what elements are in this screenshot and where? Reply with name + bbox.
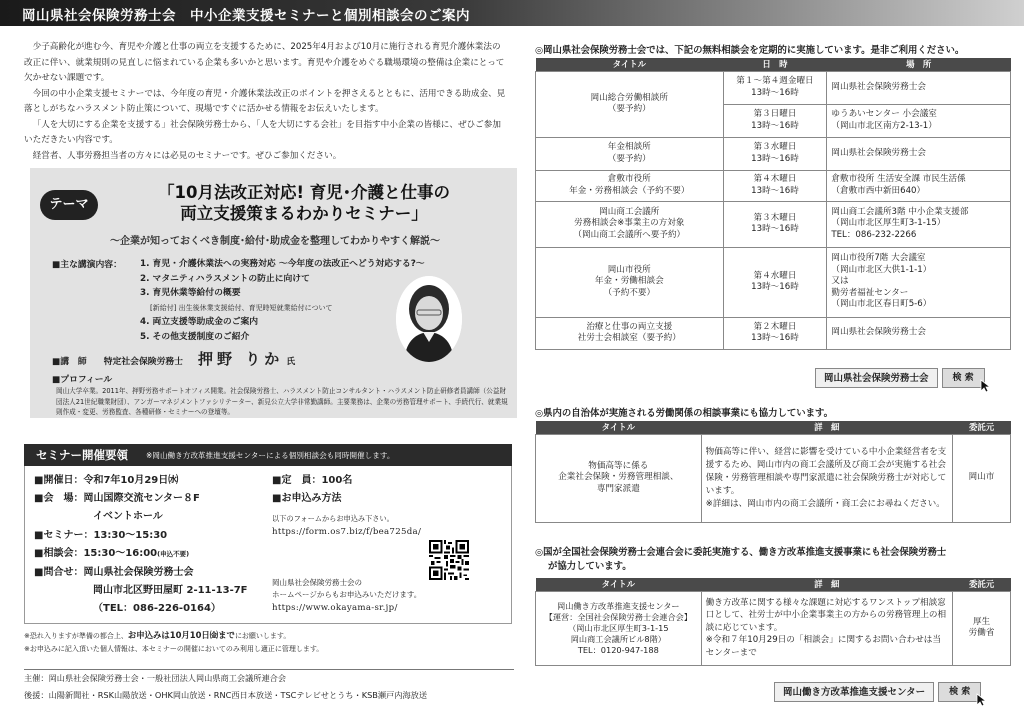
col-header: 詳 細 (701, 578, 952, 591)
table-row (536, 201, 1011, 247)
venue-label: ■会 場： (34, 493, 84, 504)
table-row (536, 137, 1011, 170)
organizer: 主催：岡山県社会保険労務士会・一般社団法人岡山県商工会議所連合会 (24, 673, 287, 683)
seminar-time-value: 13:30～15:30 (93, 530, 168, 541)
form-url-link[interactable]: https://form.os7.biz/f/bea725da/ (272, 527, 422, 537)
content-item: 3. 育児休業等給付の概要 (140, 288, 241, 298)
col-header: 日 時 (723, 58, 827, 71)
municipal-section-heading: ◎県内の自治体が実施される労働関係の相談事業にも協力しています。 (535, 408, 834, 419)
row-place: 岡山県社会保険労務士会 (827, 137, 1011, 170)
table-row (536, 170, 1011, 201)
capacity-row (272, 472, 352, 489)
content-item: 4. 両立支援等助成金のご案内 (140, 317, 259, 327)
deadline-note-text: ※恐れ入りますが準備の都合上、 (24, 632, 128, 640)
col-header: タイトル (536, 421, 702, 434)
hp-text-line: ホームページからもお申込みいただけます。 (272, 590, 422, 599)
row-date: 第２木曜日 13時～16時 (723, 317, 827, 349)
profile-text: 岡山大学卒業。2011年、押野労務サポートオフィス開業。社会保険労務士、ハラスメント防止コンサルタント・ハラスメント防止研修者員講師（公益財団法人21世紀職業財団）、アンガーマネジメントファシリテーター、新見公立大学非常勤講師。主要業務は、企業の労務管理サポート、手続代行、就業規則作成・変更、労務監査、各種研修・セミナーへの登壇等。 (56, 387, 508, 416)
row-place: 岡山県社会保険労務士会 (827, 317, 1011, 349)
col-header: タイトル (536, 578, 702, 591)
row-detail: 働き方改革に関する様々な課題に対応するワンストップ相談窓口として、社労士が中小企業事業主の方からの労務管理上の相談に応じています。 ※令和７年10月29日の「相談会」に関するお問い合わせは当センターまで (701, 591, 952, 665)
date-value: 令和7年10月29日㈬ (83, 475, 179, 486)
cursor-icon (976, 693, 988, 707)
national-heading-line: が協力しています。 (548, 561, 632, 572)
table-row (536, 317, 1011, 349)
hp-text (272, 577, 421, 601)
qr-code-icon[interactable] (429, 540, 469, 580)
row-title: 岡山働き方改革推進支援センター 【運営：全国社会保険労務士会連合会】 （岡山市北区厚生町3-1-15 岡山商工会議所ビル8階） TEL：0120-947-188 (536, 591, 702, 665)
intro-paragraph: 今回の中小企業支援セミナーでは、今年度の育児・介護休業法改正のポイントを押さえるとともに、活用できる助成金、見落としがちなハラスメント防止策について、現場ですぐに活かせる情報をお伝えいたします。 (24, 88, 506, 114)
col-header: 詳 細 (701, 421, 952, 434)
row-place: ゆうあいセンター 小会議室 （岡山市北区南方2-13-1） (827, 104, 1011, 137)
municipal-table (535, 421, 1011, 523)
hp-text-line: 岡山県社会保険労務士会の (272, 578, 362, 587)
sr-search-button[interactable] (942, 368, 985, 388)
contact-address: 岡山市北区野田屋町 2-11-13-7F (93, 585, 248, 596)
venue-value: 岡山国際交流センター８F (83, 493, 200, 504)
hp-url-link[interactable]: https://www.okayama-sr.jp/ (272, 603, 398, 613)
row-date: 第３日曜日 13時～16時 (723, 104, 827, 137)
consult-time: 15:30～16:00 (83, 548, 158, 559)
col-header: 委託元 (953, 578, 1011, 591)
center-search-button[interactable] (938, 682, 981, 702)
table-header-row (536, 58, 1011, 71)
seminar-title-line: 両立支援策まるわかりセミナー」 (180, 204, 428, 223)
date-label: ■開催日： (34, 475, 84, 486)
profile-label: ■プロフィール (52, 375, 113, 385)
search-button-label: 検 索 (952, 373, 974, 383)
row-date: 第４水曜日 13時～16時 (723, 247, 827, 317)
row-client: 厚生 労働省 (953, 591, 1011, 665)
national-heading-line: ◎国が全国社会保険労務士会連合会に委託実施する、働き方改革推進支援事業にも社会保険労務士 (535, 547, 947, 558)
row-title: 物価高等に係る 企業社会保険・労務管理相談、 専門家派遣 (536, 434, 702, 522)
seminar-subtitle: ～企業が知っておくべき制度･給付･助成金を整理してわかりやすく解説～ (110, 236, 440, 247)
content-item: 2. マタニティハラスメントの防止に向けて (140, 273, 310, 284)
contact-row (34, 564, 193, 581)
consult-table (535, 58, 1011, 350)
apply-label: ■お申込み方法 (272, 493, 342, 504)
seminar-title-line: 「10月法改正対応! 育児･介護と仕事の (158, 183, 450, 202)
venue-row-2: イベントホール (93, 511, 163, 522)
content-list (140, 257, 425, 344)
content-item: 1. 育児・介護休業法への実務対応 ～今年度の法改正へどう対応する?～ (140, 259, 425, 269)
deadline-note (24, 629, 323, 643)
contact-org: 岡山県社会保険労務士会 (83, 567, 194, 578)
seminar-info-note: ※岡山働き方改革推進支援センターによる個別相談会も同時開催します。 (146, 451, 395, 460)
col-header: タイトル (536, 58, 724, 71)
lecturer-label: ■講 師 (52, 357, 87, 367)
table-row (536, 247, 1011, 317)
row-title: 治療と仕事の両立支援 社労士会相談室（要予約） (536, 317, 724, 349)
row-title: 岡山総合労働相談所 （要予約） (536, 71, 724, 137)
table-header-row (536, 578, 1011, 591)
row-date: 第４木曜日 13時～16時 (723, 170, 827, 201)
content-item-note: [新給付] 出生後休業支援給付、育児時短就業給付について (150, 303, 333, 312)
consult-row (34, 545, 189, 563)
seminar-title (104, 182, 504, 224)
col-header: 場 所 (827, 58, 1011, 71)
lecturer-line (52, 348, 295, 369)
intro-text (24, 40, 506, 164)
row-date: 第１～第４週金曜日 13時～16時 (723, 71, 827, 104)
table-row (536, 434, 1011, 522)
contact-label: ■問合せ： (34, 567, 84, 578)
row-place: 岡山県社会保険労務士会 (827, 71, 1011, 104)
col-header: 委託元 (953, 421, 1011, 434)
table-row (536, 591, 1011, 665)
center-search-keyword[interactable]: 岡山働き方改革推進支援センター (774, 682, 934, 702)
content-label: ■主な講演内容： (52, 260, 122, 270)
row-client: 岡山市 (953, 434, 1011, 522)
lecturer-photo (396, 276, 462, 362)
lecturer-honorific: 氏 (286, 357, 296, 367)
row-title: 年金相談所 （要予約） (536, 137, 724, 170)
row-place: 倉敷市役所 生活安全課 市民生活係 （倉敷市西中新田640） (827, 170, 1011, 201)
row-title: 倉敷市役所 年金・労務相談会（予約不要） (536, 170, 724, 201)
sr-search-keyword[interactable]: 岡山県社会保険労務士会 (815, 368, 938, 388)
divider (24, 669, 514, 670)
date-row (34, 472, 178, 489)
contact-tel: （TEL：086-226-0164） (93, 603, 221, 614)
row-place: 岡山市役所7階 大会議室 （岡山市北区大供1-1-1） 又は 勤労者福祉センター （岡山市北区春日町5-6） (827, 247, 1011, 317)
privacy-note: ※お申込みに記入頂いた個人情報は、本セミナーの開催においてのみ利用し適正に管理します。 (24, 645, 324, 653)
consult-label: ■相談会： (34, 548, 84, 559)
lecturer-title: 特定社会保険労務士 (103, 357, 183, 367)
seminar-info-title: セミナー開催要領 (36, 448, 128, 462)
table-row (536, 71, 1011, 104)
consult-note: (申込不要) (157, 550, 190, 558)
venue-row (34, 490, 200, 507)
capacity-value: 100名 (321, 475, 353, 486)
deadline-note-text: にお願いします。 (234, 632, 291, 640)
row-detail: 物価高等に伴い、経営に影響を受けている中小企業経営者を支援するため、岡山市内の商工会議所及び商工会が実施する社会保険・労務管理相談や専門家派遣に社会保険労務士が対応しています。 ※詳細は、岡山市内の商工会議所・商工会にお尋ねください。 (701, 434, 952, 522)
center-search-group (774, 682, 981, 702)
seminar-time-label: ■セミナー： (34, 530, 94, 541)
row-place: 岡山商工会議所3階 中小企業支援部 （岡山市北区厚生町3-1-15） TEL：086-232-2266 (827, 201, 1011, 247)
capacity-label: ■定 員： (272, 475, 322, 486)
seminar-time-row (34, 527, 167, 544)
footnotes (24, 629, 323, 656)
row-title: 岡山市役所 年金・労働相談会 （予約不要） (536, 247, 724, 317)
sr-search-group (815, 368, 985, 388)
apply-text: 以下のフォームからお申込み下さい。 (272, 514, 394, 523)
row-date: 第３水曜日 13時～16時 (723, 137, 827, 170)
table-header-row (536, 421, 1011, 434)
supporter: 後援：山陽新聞社・RSK山陽放送・OHK岡山放送・RNC西日本放送・TSCテレビせとうち・KSB瀬戸内海放送 (24, 690, 428, 700)
intro-paragraph: 少子高齢化が進む今、育児や介護と仕事の両立を支援するために、2025年4月および10月に施行される育児介護休業法の改正に伴い、就業規則の見直しに悩まれている企業も多いかと思います。育児や介護をめぐる職場環境の整備は企業にとって欠かせない課題です。 (24, 42, 505, 83)
lecturer-name: 押野 りか (198, 350, 284, 368)
page-title: 岡山県社会保険労務士会 中小企業支援セミナーと個別相談会のご案内 (22, 8, 470, 24)
search-button-label: 検 索 (949, 687, 971, 697)
content-item: 5. その他支援制度のご紹介 (140, 331, 250, 342)
row-title: 岡山商工会議所 労務相談会※事業主の方対象 （岡山商工会議所へ要予約） (536, 201, 724, 247)
national-section-heading (535, 544, 946, 572)
intro-paragraph: 「人を大切にする企業を支援する」社会保険労務士から、「人を大切にする会社」を目指す中小企業の皆様に、ぜひご参加いただきたい内容です。 (24, 119, 501, 145)
cursor-icon (980, 379, 992, 393)
national-table (535, 578, 1011, 666)
intro-paragraph: 経営者、人事労務担当者の方々には必見のセミナーです。ぜひご参加ください。 (32, 150, 342, 161)
theme-badge: テーマ (40, 190, 98, 220)
row-date: 第３木曜日 13時～16時 (723, 201, 827, 247)
consult-section-heading: ◎岡山県社会保険労務士会では、下記の無料相談会を定期的に実施しています。是非ご利用ください。 (535, 45, 965, 56)
deadline-date: お申込みは10月10日㈮まで (127, 630, 235, 640)
